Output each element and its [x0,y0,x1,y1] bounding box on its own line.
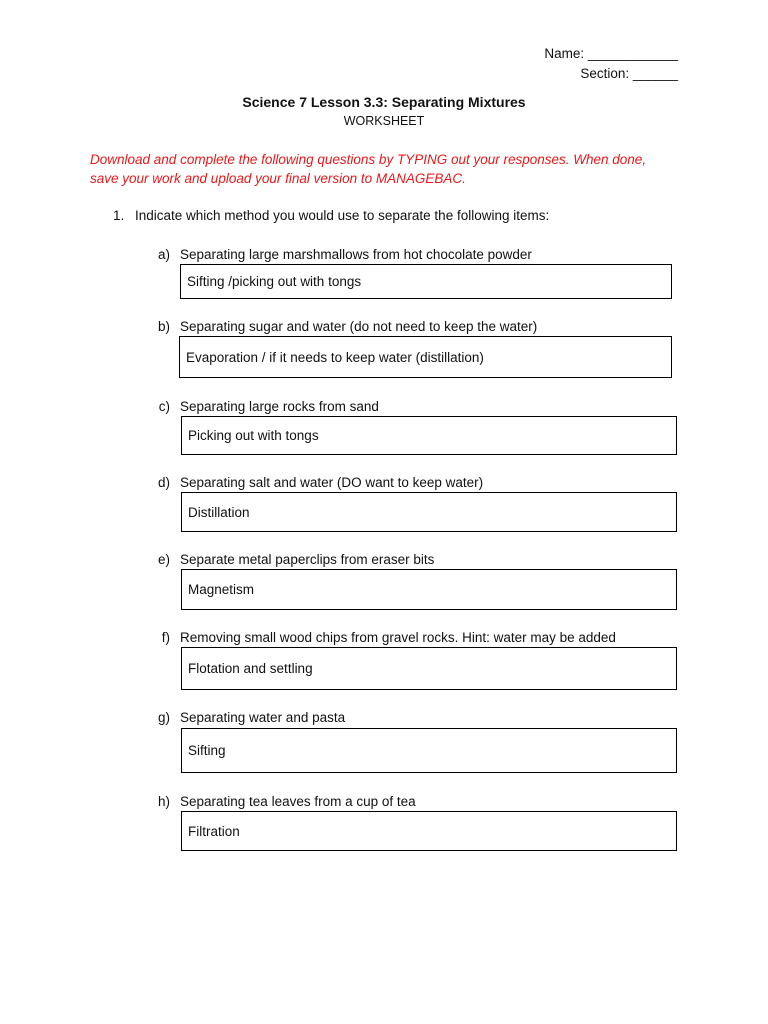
item-a-answer: Sifting /picking out with tongs [187,274,362,289]
item-h-prompt: Separating tea leaves from a cup of tea [180,794,416,809]
item-a-answer-box[interactable] [180,264,672,299]
item-h-answer: Filtration [188,823,240,839]
item-b-answer-box[interactable] [179,336,672,378]
item-d-marker: d) [157,475,170,490]
item-d-answer-box[interactable] [181,492,677,532]
name-field-line: Name: ____________ [544,46,678,61]
item-g-marker: g) [157,710,170,725]
item-d-prompt: Separating salt and water (DO want to keep water) [180,475,484,490]
item-f-marker: f) [161,630,170,645]
item-c-marker: c) [158,399,170,414]
item-e-prompt: Separate metal paperclips from eraser bits [180,552,435,567]
section-field-line: Section: ______ [580,66,678,81]
item-e-answer: Magnetism [188,582,255,597]
item-a-marker: a) [157,247,170,262]
item-f-prompt: Removing small wood chips from gravel rocks. Hint: water may be added [180,630,616,645]
item-e-marker: e) [157,552,170,567]
item-g-prompt: Separating water and pasta [180,710,346,725]
question-1-prompt: Indicate which method you would use to separate the following items: [135,208,550,223]
item-b-marker: b) [157,319,170,334]
item-g-answer: Sifting [188,743,226,758]
item-h-answer-box[interactable] [181,811,677,851]
instructions-text: Download and complete the following questions by TYPING out your responses. When done, save your work and upload your final version to MANAGEBAC. [90,152,647,186]
page-subtitle: WORKSHEET [343,114,425,128]
item-c-answer-box[interactable] [181,416,677,455]
page-title: Science 7 Lesson 3.3: Separating Mixtures [242,94,526,110]
item-h-marker: h) [157,794,170,809]
question-1-number: 1. [113,208,125,223]
item-g-answer-box[interactable] [181,728,677,773]
item-f-answer-box[interactable] [181,647,677,690]
item-b-answer: Evaporation / if it needs to keep water (distillation) [186,349,484,365]
item-e-answer-box[interactable] [181,569,677,610]
item-b-prompt: Separating sugar and water (do not need to keep the water) [180,319,538,334]
item-d-answer: Distillation [188,504,250,520]
item-a-prompt: Separating large marshmallows from hot chocolate powder [180,247,532,262]
item-c-answer: Picking out with tongs [188,428,319,443]
item-c-prompt: Separating large rocks from sand [180,399,379,414]
item-f-answer: Flotation and settling [188,661,313,676]
